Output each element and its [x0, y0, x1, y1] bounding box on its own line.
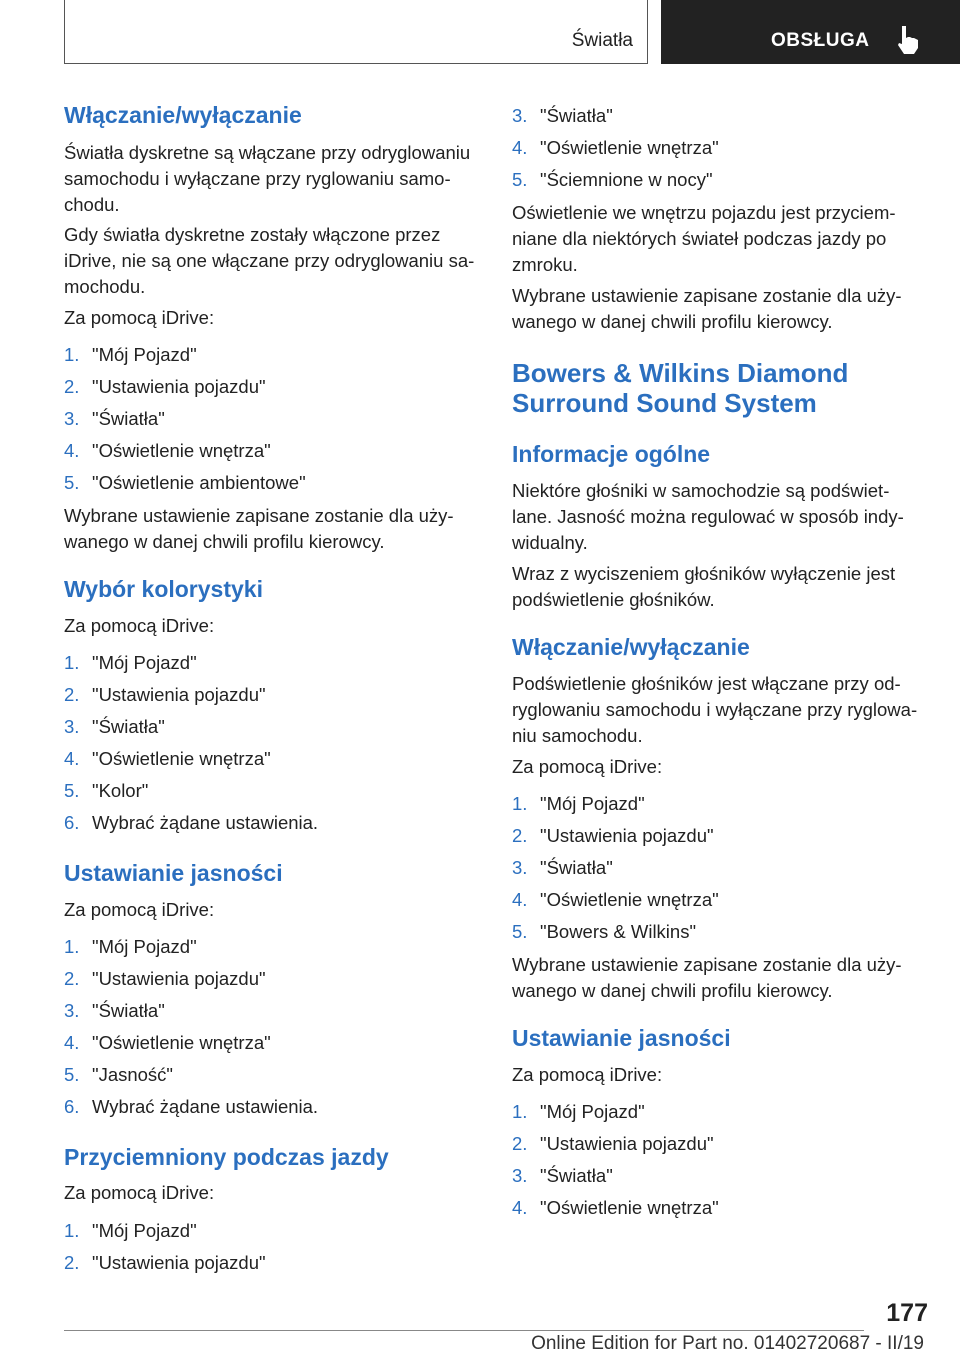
list-number: 3. [512, 1165, 528, 1186]
paragraph-line: wanego w danej chwili profilu kierowcy. [512, 980, 833, 1001]
list-number: 2. [64, 684, 80, 705]
paragraph-line: widualny. [512, 532, 588, 553]
list-text: "Ustawienia pojazdu" [92, 684, 266, 705]
paragraph-line: chodu. [64, 194, 120, 215]
paragraph-line: wanego w danej chwili profilu kierowcy. [64, 531, 385, 552]
list-number: 4. [64, 748, 80, 769]
list-number: 4. [64, 440, 80, 461]
paragraph-line: Światła dyskretne są włączane przy odryglowaniu [64, 142, 471, 163]
list-number: 1. [512, 1101, 528, 1122]
paragraph-line: zmroku. [512, 254, 578, 275]
list-text: "Kolor" [92, 780, 149, 801]
list-text: "Ustawienia pojazdu" [540, 825, 714, 846]
paragraph-line: Za pomocą iDrive: [512, 756, 663, 777]
paragraph-line: Niektóre głośniki w samochodzie są podświet- [512, 480, 890, 501]
list-number: 3. [512, 857, 528, 878]
paragraph-line: Oświetlenie we wnętrzu pojazdu jest przyciem- [512, 202, 896, 223]
header-section-title: Światła [571, 30, 633, 51]
list-number: 1. [64, 936, 80, 957]
paragraph-line: Za pomocą iDrive: [512, 1064, 663, 1085]
list-number: 2. [512, 825, 528, 846]
list-number: 1. [64, 344, 80, 365]
list-number: 3. [64, 408, 80, 429]
list-number: 5. [64, 1064, 80, 1085]
list-number: 6. [64, 1096, 80, 1117]
list-text: "Oświetlenie wnętrza" [540, 137, 719, 158]
paragraph-line: niane dla niektórych świateł podczas jazdy po [512, 228, 887, 249]
list-text: "Światła" [540, 857, 613, 878]
paragraph-line: Wraz z wyciszeniem głośników wyłączenie jest [512, 563, 896, 584]
list-number: 3. [64, 1000, 80, 1021]
footer-edition-text: Online Edition for Part no. 01402720687 - II/19 [531, 1333, 924, 1354]
list-text: "Światła" [540, 1165, 613, 1186]
list-number: 5. [64, 472, 80, 493]
section-heading: Ustawianie jasności [64, 860, 283, 886]
list-number: 5. [512, 921, 528, 942]
list-number: 5. [512, 169, 528, 190]
paragraph-line: Wybrane ustawienie zapisane zostanie dla uży- [64, 505, 454, 526]
list-text: "Oświetlenie wnętrza" [92, 440, 271, 461]
list-text: "Światła" [540, 105, 613, 126]
list-number: 4. [512, 1197, 528, 1218]
list-number: 4. [512, 137, 528, 158]
paragraph-line: Podświetlenie głośników jest włączane przy od- [512, 673, 901, 694]
paragraph-line: niu samochodu. [512, 725, 643, 746]
list-text: "Mój Pojazd" [92, 1220, 197, 1241]
list-text: "Światła" [92, 408, 165, 429]
section-heading: Włączanie/wyłączanie [512, 634, 750, 660]
chapter-heading: Surround Sound System [512, 388, 817, 418]
paragraph-line: ryglowaniu samochodu i wyłączane przy ryglowa- [512, 699, 918, 720]
list-text: "Ustawienia pojazdu" [92, 968, 266, 989]
paragraph-line: wanego w danej chwili profilu kierowcy. [512, 311, 833, 332]
list-text: Wybrać żądane ustawienia. [92, 1096, 319, 1117]
header-box [64, 0, 648, 64]
list-number: 5. [64, 780, 80, 801]
list-number: 4. [512, 889, 528, 910]
paragraph-line: Za pomocą iDrive: [64, 1182, 215, 1203]
section-heading: Ustawianie jasności [512, 1025, 731, 1051]
paragraph-line: Za pomocą iDrive: [64, 899, 215, 920]
hand-pointer-icon [893, 24, 923, 56]
header-tab-label: OBSŁUGA [771, 30, 870, 51]
list-text: "Mój Pojazd" [92, 652, 197, 673]
list-number: 6. [64, 812, 80, 833]
paragraph-line: Za pomocą iDrive: [64, 307, 215, 328]
paragraph-line: samochodu i wyłączane przy ryglowaniu samo- [64, 168, 451, 189]
paragraph-line: Wybrane ustawienie zapisane zostanie dla uży- [512, 954, 902, 975]
paragraph-line: iDrive, nie są one włączane przy odryglowaniu sa- [64, 250, 475, 271]
paragraph-line: Wybrane ustawienie zapisane zostanie dla uży- [512, 285, 902, 306]
list-text: "Ustawienia pojazdu" [92, 1252, 266, 1273]
list-text: "Bowers & Wilkins" [540, 921, 697, 942]
list-text: "Ustawienia pojazdu" [540, 1133, 714, 1154]
list-number: 4. [64, 1032, 80, 1053]
paragraph-line: mochodu. [64, 276, 146, 297]
header-tab[interactable] [661, 0, 960, 64]
page-number: 177 [886, 1299, 928, 1327]
paragraph-line: Za pomocą iDrive: [64, 615, 215, 636]
list-text: Wybrać żądane ustawienia. [92, 812, 319, 833]
list-text: "Mój Pojazd" [92, 936, 197, 957]
list-text: "Jasność" [92, 1064, 174, 1085]
list-number: 3. [64, 716, 80, 737]
paragraph-line: lane. Jasność można regulować w sposób indy- [512, 506, 904, 527]
list-text: "Oświetlenie ambientowe" [92, 472, 306, 493]
list-text: "Mój Pojazd" [540, 793, 645, 814]
list-text: "Mój Pojazd" [92, 344, 197, 365]
list-number: 1. [64, 652, 80, 673]
section-heading: Włączanie/wyłączanie [64, 102, 302, 128]
list-number: 1. [64, 1220, 80, 1241]
list-text: "Oświetlenie wnętrza" [92, 1032, 271, 1053]
chapter-heading: Bowers & Wilkins Diamond [512, 358, 849, 388]
list-text: "Światła" [92, 1000, 165, 1021]
list-text: "Oświetlenie wnętrza" [92, 748, 271, 769]
list-number: 2. [64, 376, 80, 397]
footer-divider [64, 1330, 864, 1331]
list-text: "Światła" [92, 716, 165, 737]
list-text: "Mój Pojazd" [540, 1101, 645, 1122]
list-number: 2. [64, 1252, 80, 1273]
list-text: "Oświetlenie wnętrza" [540, 889, 719, 910]
list-text: "Oświetlenie wnętrza" [540, 1197, 719, 1218]
section-heading: Przyciemniony podczas jazdy [64, 1144, 389, 1170]
section-heading: Informacje ogólne [512, 441, 711, 467]
list-text: "Ściemnione w nocy" [540, 169, 713, 190]
list-number: 2. [64, 968, 80, 989]
list-text: "Ustawienia pojazdu" [92, 376, 266, 397]
paragraph-line: Gdy światła dyskretne zostały włączone przez [64, 224, 441, 245]
list-number: 3. [512, 105, 528, 126]
section-heading: Wybór kolorystyki [64, 576, 263, 602]
list-number: 2. [512, 1133, 528, 1154]
list-number: 1. [512, 793, 528, 814]
paragraph-line: podświetlenie głośników. [512, 589, 715, 610]
